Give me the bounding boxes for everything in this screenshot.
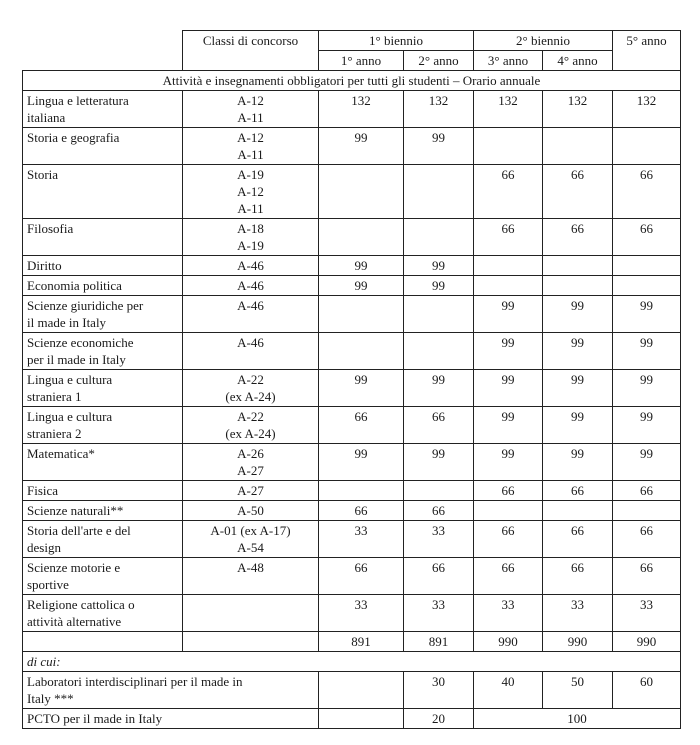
hours-cell: 33 <box>319 521 404 558</box>
laboratori-label-cell <box>23 672 319 709</box>
classi-cell <box>183 256 319 276</box>
hours-cell: 99 <box>474 407 543 444</box>
hours-cell: 66 <box>613 558 681 595</box>
laboratori-row <box>23 672 681 709</box>
cell-line: Scienze giuridiche per <box>27 298 144 313</box>
subject-name-cell <box>23 219 183 256</box>
total-hours-cell: 891 <box>404 632 474 652</box>
subject-name-cell <box>23 481 183 501</box>
cell-line: Storia e geografia <box>27 130 120 145</box>
hours-cell <box>613 501 681 521</box>
classi-cell <box>183 296 319 333</box>
subject-row <box>23 128 681 165</box>
classi-cell <box>183 91 319 128</box>
cell-line: A-46 <box>237 258 264 273</box>
subject-row <box>23 521 681 558</box>
hours-cell: 33 <box>543 595 613 632</box>
cell-line: Scienze motorie e <box>27 560 121 575</box>
hours-cell: 99 <box>543 407 613 444</box>
cell-line: A-11 <box>237 110 264 125</box>
cell-line: A-11 <box>237 201 264 216</box>
total-hours-cell: 990 <box>543 632 613 652</box>
cell-line: Laboratori interdisciplinari per il made in <box>27 674 243 689</box>
subject-row <box>23 91 681 128</box>
hours-cell <box>543 501 613 521</box>
subject-row <box>23 165 681 219</box>
cell-line: attività alternative <box>27 614 122 629</box>
di-cui-row <box>23 652 681 672</box>
classi-cell <box>183 370 319 407</box>
hours-cell: 99 <box>404 370 474 407</box>
total-hours-cell: 891 <box>319 632 404 652</box>
subject-name-cell <box>23 333 183 370</box>
hours-cell <box>404 165 474 219</box>
hours-cell: 66 <box>543 521 613 558</box>
header-anno-3: 3° anno <box>474 51 543 71</box>
classi-cell <box>183 165 319 219</box>
cell-line: A-50 <box>237 503 264 518</box>
header-anno-1: 1° anno <box>319 51 404 71</box>
hours-cell: 99 <box>319 444 404 481</box>
classi-cell <box>183 501 319 521</box>
hours-cell: 99 <box>319 128 404 165</box>
subject-name-cell <box>23 444 183 481</box>
hours-cell <box>543 276 613 296</box>
cell-line: Fisica <box>27 483 59 498</box>
header-secondo-biennio: 2° biennio <box>474 31 613 51</box>
header-blank-cell <box>23 31 183 71</box>
cell-line: A-01 (ex A-17) <box>210 523 291 538</box>
hours-cell <box>404 333 474 370</box>
subject-name-cell <box>23 256 183 276</box>
cell-line: Italy *** <box>27 691 74 706</box>
subject-name-cell <box>23 276 183 296</box>
cell-line: Scienze economiche <box>27 335 134 350</box>
hours-cell: 99 <box>404 256 474 276</box>
cell-line: Economia politica <box>27 278 122 293</box>
classi-cell <box>183 558 319 595</box>
cell-line: Lingua e cultura <box>27 409 113 424</box>
subject-name-cell <box>23 501 183 521</box>
hours-cell <box>319 165 404 219</box>
hours-cell: 99 <box>613 444 681 481</box>
hours-cell <box>319 296 404 333</box>
hours-cell: 66 <box>543 219 613 256</box>
hours-cell: 66 <box>474 481 543 501</box>
hours-cell: 99 <box>404 276 474 296</box>
hours-cell: 66 <box>319 501 404 521</box>
hours-cell: 33 <box>404 595 474 632</box>
subject-row <box>23 333 681 370</box>
subject-row <box>23 501 681 521</box>
curriculum-table-container <box>22 30 681 729</box>
subject-name-cell <box>23 91 183 128</box>
header-primo-biennio: 1° biennio <box>319 31 474 51</box>
header-classi-di-concorso: Classi di concorso <box>183 31 319 71</box>
cell-line: A-46 <box>237 335 264 350</box>
classi-cell <box>183 333 319 370</box>
cell-line: A-46 <box>237 278 264 293</box>
pcto-anno2-cell: 20 <box>404 709 474 729</box>
classi-cell <box>183 444 319 481</box>
cell-line: A-12 <box>237 130 264 145</box>
section-row <box>23 71 681 91</box>
hours-cell: 132 <box>319 91 404 128</box>
hours-cell: 66 <box>404 501 474 521</box>
totals-blank-cell <box>183 632 319 652</box>
cell-line: (ex A-24) <box>225 426 276 441</box>
subject-row <box>23 481 681 501</box>
hours-cell: 99 <box>613 333 681 370</box>
cell-line: A-19 <box>237 167 264 182</box>
cell-line: Religione cattolica o <box>27 597 135 612</box>
subject-row <box>23 444 681 481</box>
hours-cell <box>404 219 474 256</box>
hours-cell: 132 <box>474 91 543 128</box>
subject-row <box>23 595 681 632</box>
subject-row <box>23 407 681 444</box>
hours-cell: 99 <box>404 128 474 165</box>
cell-line: sportive <box>27 577 69 592</box>
cell-line: Storia <box>27 167 59 182</box>
cell-line: A-48 <box>237 560 264 575</box>
cell-line: (ex A-24) <box>225 389 276 404</box>
totals-row <box>23 632 681 652</box>
hours-cell: 99 <box>613 370 681 407</box>
header-row-1 <box>23 31 681 51</box>
cell-line: A-27 <box>237 463 264 478</box>
cell-line: A-22 <box>237 409 264 424</box>
cell-line: straniera 2 <box>27 426 82 441</box>
hours-cell: 66 <box>613 521 681 558</box>
cell-line: A-26 <box>237 446 264 461</box>
cell-line: A-54 <box>237 540 264 555</box>
cell-line: A-22 <box>237 372 264 387</box>
cell-line: A-19 <box>237 238 264 253</box>
subject-row <box>23 558 681 595</box>
hours-cell: 99 <box>474 333 543 370</box>
cell-line: Lingua e cultura <box>27 372 113 387</box>
hours-cell: 33 <box>319 595 404 632</box>
hours-cell: 99 <box>543 296 613 333</box>
hours-cell <box>474 128 543 165</box>
subject-row <box>23 370 681 407</box>
hours-cell <box>613 128 681 165</box>
cell-line: Storia dell'arte e del <box>27 523 131 538</box>
hours-cell: 132 <box>543 91 613 128</box>
cell-line: design <box>27 540 61 555</box>
pcto-row <box>23 709 681 729</box>
cell-line: Scienze naturali** <box>27 503 124 518</box>
hours-cell: 99 <box>404 444 474 481</box>
subject-name-cell <box>23 407 183 444</box>
subject-name-cell <box>23 165 183 219</box>
cell-line: A-46 <box>237 298 264 313</box>
subject-row <box>23 296 681 333</box>
hours-cell: 99 <box>613 407 681 444</box>
cell-line: Diritto <box>27 258 62 273</box>
cell-line: per il made in Italy <box>27 352 126 367</box>
hours-cell: 66 <box>404 407 474 444</box>
laboratori-hours-cell <box>319 672 404 709</box>
subject-name-cell <box>23 595 183 632</box>
hours-cell <box>474 501 543 521</box>
hours-cell <box>319 481 404 501</box>
hours-cell: 99 <box>319 370 404 407</box>
hours-cell: 66 <box>543 558 613 595</box>
cell-line: A-27 <box>237 483 264 498</box>
section-title: Attività e insegnamenti obbligatori per tutti gli studenti – Orario annuale <box>23 71 681 91</box>
hours-cell: 99 <box>543 370 613 407</box>
hours-cell <box>613 276 681 296</box>
hours-cell <box>543 256 613 276</box>
hours-cell: 66 <box>474 219 543 256</box>
hours-cell <box>474 276 543 296</box>
hours-cell: 99 <box>474 370 543 407</box>
hours-cell: 66 <box>613 165 681 219</box>
hours-cell: 99 <box>613 296 681 333</box>
hours-cell: 99 <box>543 333 613 370</box>
hours-cell: 66 <box>613 219 681 256</box>
hours-cell: 66 <box>474 521 543 558</box>
hours-cell: 99 <box>474 296 543 333</box>
hours-cell: 66 <box>543 165 613 219</box>
cell-line: A-12 <box>237 184 264 199</box>
di-cui-label: di cui: <box>23 652 681 672</box>
subject-row <box>23 276 681 296</box>
hours-cell <box>319 333 404 370</box>
header-quinto-anno: 5° anno <box>613 31 681 71</box>
cell-line: Lingua e letteratura <box>27 93 129 108</box>
laboratori-hours-cell: 30 <box>404 672 474 709</box>
hours-cell: 99 <box>474 444 543 481</box>
classi-cell <box>183 521 319 558</box>
hours-cell <box>404 296 474 333</box>
subject-name-cell <box>23 521 183 558</box>
hours-cell: 99 <box>543 444 613 481</box>
hours-cell: 66 <box>319 558 404 595</box>
hours-cell: 66 <box>404 558 474 595</box>
pcto-blank-cell <box>319 709 404 729</box>
pcto-label-cell: PCTO per il made in Italy <box>23 709 319 729</box>
hours-cell: 66 <box>613 481 681 501</box>
laboratori-hours-cell: 40 <box>474 672 543 709</box>
hours-cell: 99 <box>319 256 404 276</box>
hours-cell: 66 <box>543 481 613 501</box>
hours-cell <box>474 256 543 276</box>
classi-cell <box>183 481 319 501</box>
cell-line: Matematica* <box>27 446 95 461</box>
classi-cell <box>183 276 319 296</box>
header-anno-2: 2° anno <box>404 51 474 71</box>
cell-line: A-11 <box>237 147 264 162</box>
total-hours-cell: 990 <box>613 632 681 652</box>
hours-cell <box>404 481 474 501</box>
subject-name-cell <box>23 128 183 165</box>
hours-cell <box>613 256 681 276</box>
cell-line: A-18 <box>237 221 264 236</box>
hours-cell: 33 <box>474 595 543 632</box>
hours-cell: 132 <box>613 91 681 128</box>
subject-row <box>23 256 681 276</box>
totals-blank-cell <box>23 632 183 652</box>
subject-name-cell <box>23 558 183 595</box>
cell-line: straniera 1 <box>27 389 82 404</box>
classi-cell <box>183 407 319 444</box>
cell-line: italiana <box>27 110 66 125</box>
hours-cell: 66 <box>474 165 543 219</box>
total-hours-cell: 990 <box>474 632 543 652</box>
cell-line: il made in Italy <box>27 315 107 330</box>
classi-cell <box>183 128 319 165</box>
pcto-triennio-cell: 100 <box>474 709 681 729</box>
hours-cell: 66 <box>474 558 543 595</box>
hours-cell: 132 <box>404 91 474 128</box>
header-anno-4: 4° anno <box>543 51 613 71</box>
classi-cell <box>183 219 319 256</box>
hours-cell <box>543 128 613 165</box>
laboratori-hours-cell: 60 <box>613 672 681 709</box>
laboratori-hours-cell: 50 <box>543 672 613 709</box>
hours-cell: 99 <box>319 276 404 296</box>
subject-name-cell <box>23 370 183 407</box>
curriculum-table <box>22 30 681 729</box>
cell-line: Filosofia <box>27 221 74 236</box>
hours-cell: 66 <box>319 407 404 444</box>
hours-cell <box>319 219 404 256</box>
subject-row <box>23 219 681 256</box>
hours-cell: 33 <box>613 595 681 632</box>
classi-cell <box>183 595 319 632</box>
subject-name-cell <box>23 296 183 333</box>
hours-cell: 33 <box>404 521 474 558</box>
cell-line: A-12 <box>237 93 264 108</box>
